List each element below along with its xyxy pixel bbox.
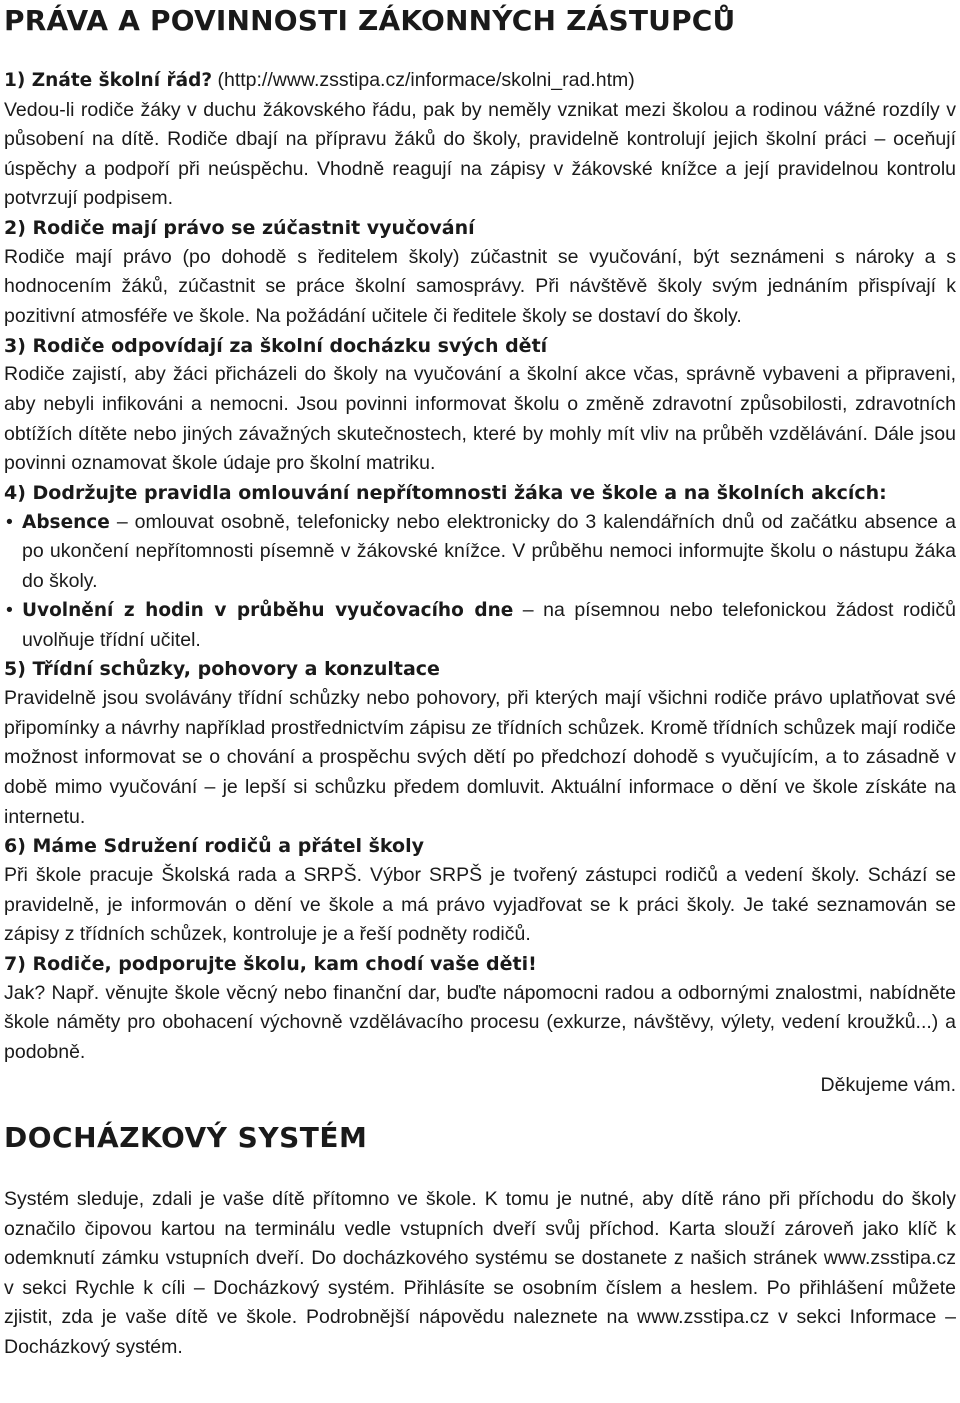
bullet-item-label: Absence [22, 511, 110, 533]
section-7 [4, 950, 956, 1068]
bullet-item-label: Uvolnění z hodin v průběhu vyučovacího dne [22, 600, 514, 622]
section-2-text: Rodiče mají právo (po dohodě s ředitelem školy) zúčastnit se vyučování, být seznámeni s nároky a s hodnocením žáků, zúčastnit se práce školní samosprávy. Při návštěvě školy svým jednáním přispívají k pozitivní atmosféře ve škole. Na požádání učitele či ředitele školy se dostaví do školy. [4, 245, 956, 327]
thanks-text: Děkujeme vám. [820, 1074, 956, 1097]
bullet-item [4, 596, 956, 655]
section-7-heading: 7) Rodiče, podporujte školu, kam chodí vaše děti! [4, 952, 537, 975]
section-5 [4, 655, 956, 832]
section-5-text: Pravidelně jsou svolávány třídní schůzky nebo pohovory, při kterých mají všichni rodiče právo uplatňovat své připomínky a návrhy například prostřednictvím zápisu ze třídních schůzek. Kromě třídních schůzek mají rodiče možnost informovat se o chování a prospěchu svých dětí po předchozí dohodě s vyučujícím, a to zásadně v době mimo vyučování – je lepší si schůzku předem domluvit. Aktuální informace o dění ve škole získáte na internetu. [4, 687, 956, 828]
attendance-text: Systém sleduje, zdali je vaše dítě přítomno ve škole. K tomu je nutné, aby dítě ráno při příchodu do školy označilo čipovou kartou na terminálu vedle vstupních dveří svůj příchod. Karta slouží zároveň jako klíč k odemknutí zámku vstupních dveří. Do docházkového systému se dostanete z našich stránek www.zsstipa.cz v sekci Rychle k cíli – Docházkový systém. Přihlásíte se osobním číslem a heslem. Po přihlášení můžete zjistit, zda je vaše dítě ve škole. Podrobnější nápovědu naleznete na www.zsstipa.cz v sekci Informace – Docházkový systém. [4, 1188, 956, 1358]
document-page [4, 4, 956, 1363]
attendance-section [4, 1121, 956, 1363]
section-3 [4, 332, 956, 479]
section-3-heading: 3) Rodiče odpovídají za školní docházku svých dětí [4, 334, 548, 357]
section-2 [4, 214, 956, 332]
attendance-title: DOCHÁZKOVÝ SYSTÉM [4, 1121, 368, 1154]
bullet-item [4, 508, 956, 597]
school-rules-link[interactable]: (http://www.zsstipa.cz/informace/skolni_rad.htm) [212, 69, 635, 91]
section-4-heading: 4) Dodržujte pravidla omlouvání nepřítomnosti žáka ve škole a na školních akcích: [4, 481, 887, 504]
section-6-heading: 6) Máme Sdružení rodičů a přátel školy [4, 835, 424, 858]
bullet-icon: • [6, 599, 13, 622]
bullet-item-text: – omlouvat osobně, telefonicky nebo elektronicky do 3 kalendářních dnů od začátku absence a po ukončení nepřítomnosti písemně v žákovské knížce. V průběhu nemoci informujte školu o nástupu žáka do školy. [22, 510, 956, 592]
section-2-heading: 2) Rodiče mají právo se zúčastnit vyučování [4, 216, 475, 239]
section-6-text: Při škole pracuje Školská rada a SRPŠ. Výbor SRPŠ je tvořený zástupci rodičů a vedení školy. Schází se pravidelně, je informován o dění ve škole a má právo vyjadřovat se k práci školy. Je také seznamován se zápisy z třídních schůzek, kontroluje je a řeší podněty rodičů. [4, 864, 956, 946]
bullet-icon: • [6, 510, 13, 533]
section-3-text: Rodiče zajistí, aby žáci přicházeli do školy na vyučování a školní akce včas, správně vybaveni a připraveni, aby nebyli infikováni a nemocni. Jsou povinni informovat školu o změně zdravotní způsobilosti, zdravotních obtížích dítěte nebo jiných závažných skutečnostech, které by mohly mít vliv na průběh vzdělávání. Dále jsou povinni oznamovat škole údaje pro školní matriku. [4, 363, 956, 475]
section-1-heading: 1) Znáte školní řád? [4, 70, 213, 91]
section-5-heading: 5) Třídní schůzky, pohovory a konzultace [4, 658, 440, 681]
section-6 [4, 832, 956, 950]
section-7-text: Jak? Např. věnujte škole věcný nebo finanční dar, buďte nápomocni radou a odbornými znalostmi, nabídněte škole náměty pro obohacení výchovně vzdělávacího procesu (exkurze, návštěvy, výlety, vedení kroužků...) a podobně. [4, 981, 956, 1063]
bullet-item-text: – na písemnou nebo telefonickou žádost rodičů uvolňuje třídní učitel. [22, 599, 956, 651]
section-1-text: Vedou-li rodiče žáky v duchu žákovského řádu, pak by neměly vznikat mezi školou a rodinou vážné rozdíly v působení na dítě. Rodiče dbají na přípravu žáků do školy, pravidelně kontrolují jejich školní práci – oceňují úspěchy a podpoří při neúspěchu. Vhodně reagují na zápisy v žákovské knížce a její pravidelnou kontrolu potvrzují podpisem. [4, 98, 956, 210]
section-1 [4, 66, 956, 214]
section-4 [4, 479, 956, 656]
page-title: PRÁVA A POVINNOSTI ZÁKONNÝCH ZÁSTUPCŮ [4, 4, 736, 37]
